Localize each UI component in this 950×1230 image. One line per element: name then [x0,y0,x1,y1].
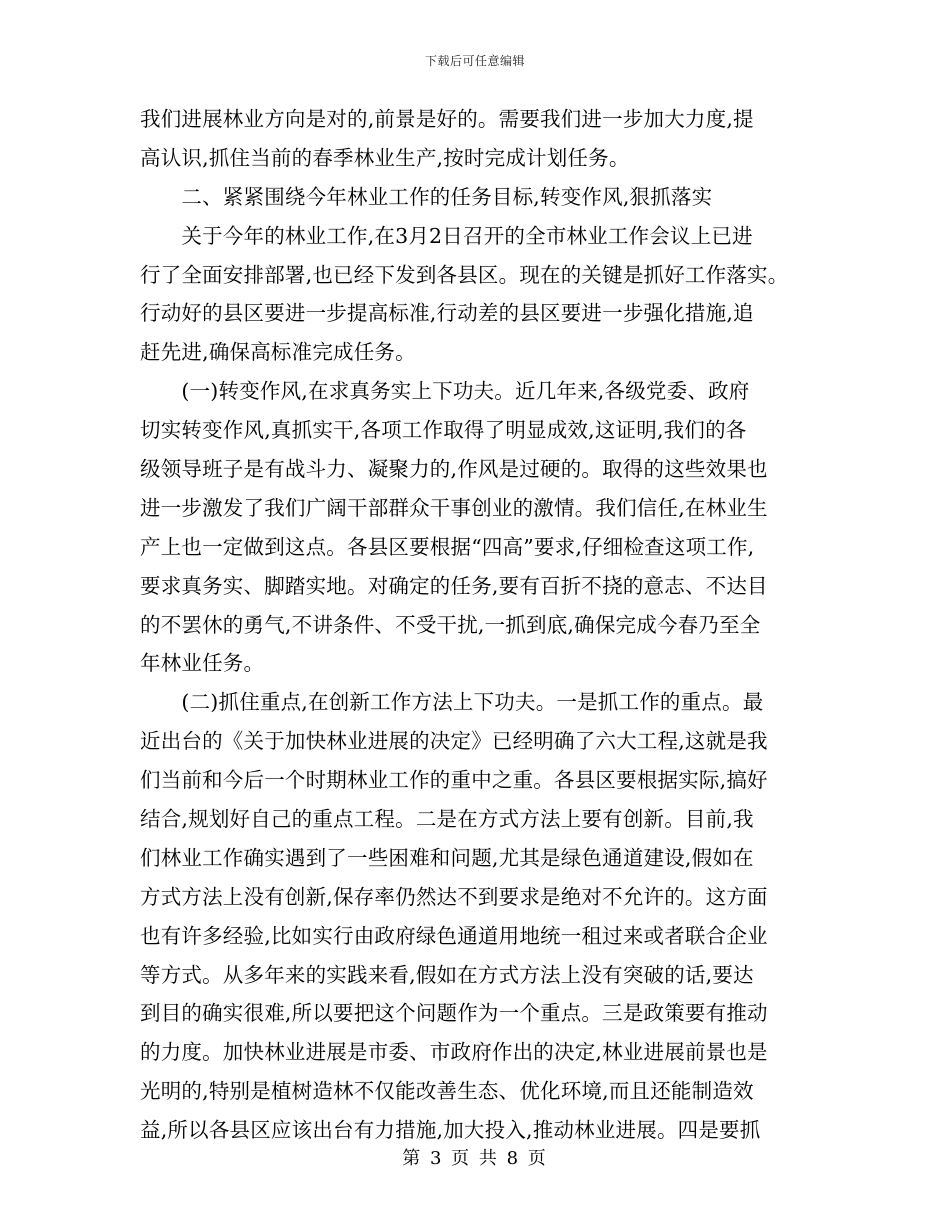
text-line: 的不罢休的勇气,不讲条件、不受干扰,一抓到底,确保完成今春乃至全 [140,612,761,637]
text-line: 等方式。从多年来的实践来看,假如在方式方法上没有突破的话,要达 [140,962,754,987]
text-line: 我们进展林业方向是对的,前景是好的。需要我们进一步加大力度,提 [140,107,754,131]
text-line: 赶先进,确保高标准完成任务。 [140,340,416,365]
text-line: 光明的,特别是植树造林不仅能改善生态、优化环境,而且还能制造效 [140,1079,754,1104]
text-line: 方式方法上没有创新,保存率仍然达不到要求是绝对不允许的。这方面 [140,884,768,909]
page-number-footer: 第 3 页 共 8 页 [402,1148,548,1169]
text-line: 也有许多经验,比如实行由政府绿色通道用地统一租过来或者联合企业 [140,923,768,948]
text-line: 的力度。加快林业进展是市委、市政府作出的决定,林业进展前景也是 [140,1040,768,1065]
text-line: 近出台的《关于加快林业进展的决定》已经明确了六大工程,这就是我 [140,729,768,754]
text-line: 切实转变作风,真抓实干,各项工作取得了明显成效,这证明,我们的各 [140,418,747,443]
text-line: 益,所以各县区应该出台有力措施,加大投入,推动林业进展。四是要抓 [140,1118,761,1143]
text-line: 高认识,抓住当前的春季林业生产,按时完成计划任务。 [140,145,630,170]
text-line: (一)转变作风,在求真务实上下功夫。近几年来,各级党委、政府 [140,379,750,404]
section-heading: 二、紧紧围绕今年林业工作的任务目标,转变作风,狠抓落实 [140,184,713,209]
text-line: 产上也一定做到这点。各县区要根据“四高”要求,仔细检查这项工作, [140,534,755,559]
text-line: 们当前和今后一个时期林业工作的重中之重。各县区要根据实际,搞好 [140,768,768,793]
text-line: 结合,规划好自己的重点工程。二是在方式方法上要有创新。目前,我 [140,807,754,832]
text-line: 行了全面安排部署,也已经下发到各县区。现在的关键是抓好工作落实。 [140,262,789,287]
text-line: 年林业任务。 [140,651,265,676]
text-line: 行动好的县区要进一步提高标准,行动差的县区要进一步强化措施,追 [140,301,754,326]
text-line: 进一步激发了我们广阔干部群众干事创业的激情。我们信任,在林业生 [140,495,768,520]
text-line: (二)抓住重点,在创新工作方法上下功夫。一是抓工作的重点。最 [140,690,764,715]
text-line: 要求真务实、脚踏实地。对确定的任务,要有百折不挠的意志、不达目 [140,573,768,598]
text-line: 们林业工作确实遇到了一些困难和问题,尤其是绿色通道建设,假如在 [140,845,754,870]
text-line: 关于今年的林业工作,在3月2日召开的全市林业工作会议上已进 [140,223,753,248]
text-line: 到目的确实很难,所以要把这个问题作为一个重点。三是政策要有推动 [140,1001,768,1026]
page-header: 下载后可任意编辑 [424,54,525,68]
text-line: 级领导班子是有战斗力、凝聚力的,作风是过硬的。取得的这些效果也 [140,457,768,482]
document-body [140,100,810,1150]
